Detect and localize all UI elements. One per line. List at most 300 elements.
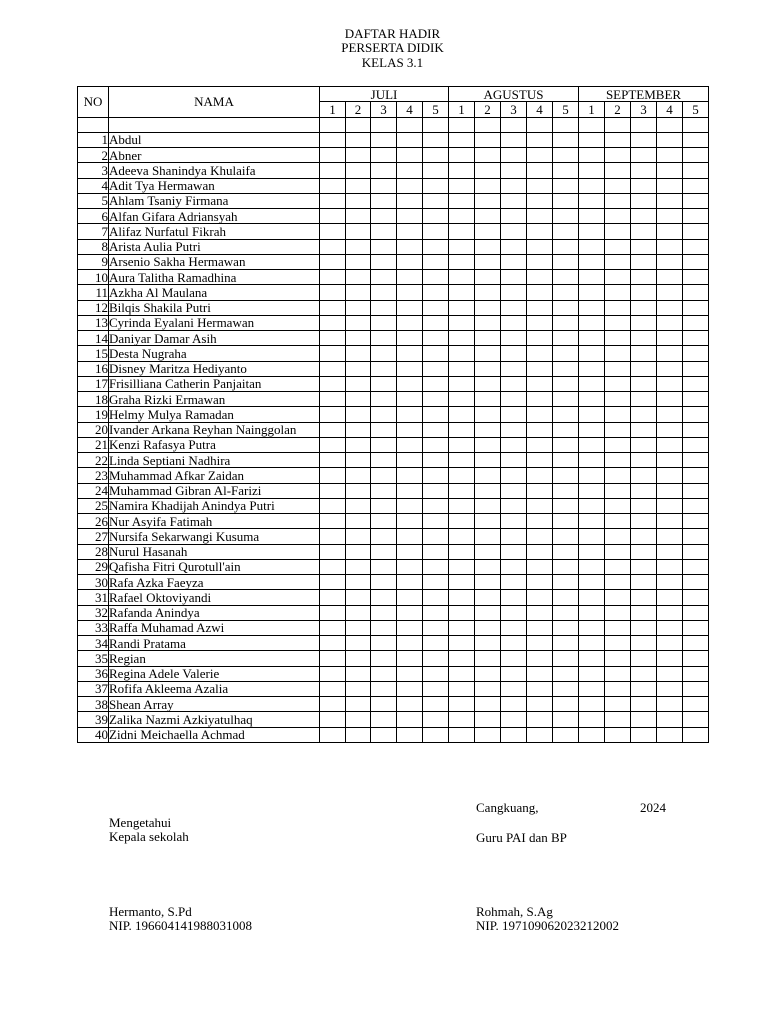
student-number: 20 xyxy=(78,422,109,437)
attendance-cell xyxy=(527,209,553,224)
attendance-cell xyxy=(475,315,501,330)
attendance-cell xyxy=(527,254,553,269)
attendance-cell xyxy=(371,697,397,712)
attendance-cell xyxy=(579,132,605,147)
attendance-cell xyxy=(346,148,371,163)
attendance-cell xyxy=(501,575,527,590)
student-name: Graha Rizki Ermawan xyxy=(109,392,320,407)
attendance-cell xyxy=(475,697,501,712)
attendance-cell xyxy=(449,544,475,559)
student-name: Ivander Arkana Reyhan Nainggolan xyxy=(109,422,320,437)
attendance-cell xyxy=(553,315,579,330)
student-number: 40 xyxy=(78,727,109,742)
student-number: 33 xyxy=(78,620,109,635)
table-row xyxy=(78,209,709,224)
student-number: 36 xyxy=(78,666,109,681)
attendance-cell xyxy=(423,483,449,498)
attendance-cell xyxy=(449,178,475,193)
signing-year: 2024 xyxy=(640,800,666,815)
document-subtitle: PERSERTA DIDIK xyxy=(341,40,444,55)
attendance-cell xyxy=(553,636,579,651)
attendance-cell xyxy=(320,514,346,529)
student-number: 16 xyxy=(78,361,109,376)
table-row xyxy=(78,239,709,254)
student-name: Arista Aulia Putri xyxy=(109,239,320,254)
attendance-cell xyxy=(579,666,605,681)
attendance-cell xyxy=(501,620,527,635)
attendance-cell xyxy=(423,361,449,376)
attendance-cell xyxy=(501,514,527,529)
teacher-nip: NIP. 197109062023212002 xyxy=(476,918,620,933)
attendance-cell xyxy=(423,148,449,163)
attendance-cell xyxy=(657,193,683,208)
attendance-cell xyxy=(320,239,346,254)
attendance-cell xyxy=(553,498,579,513)
attendance-cell xyxy=(501,132,527,147)
table-row xyxy=(78,620,709,635)
blank-cell xyxy=(631,117,657,132)
attendance-cell xyxy=(346,300,371,315)
attendance-cell xyxy=(683,712,709,727)
attendance-cell xyxy=(605,224,631,239)
attendance-cell xyxy=(475,376,501,391)
week-header: 3 xyxy=(631,102,657,117)
attendance-cell xyxy=(657,163,683,178)
column-header-name: NAMA xyxy=(109,87,320,118)
attendance-cell xyxy=(320,392,346,407)
attendance-cell xyxy=(657,498,683,513)
attendance-cell xyxy=(449,254,475,269)
attendance-cell xyxy=(605,148,631,163)
attendance-cell xyxy=(683,407,709,422)
blank-cell xyxy=(657,117,683,132)
attendance-cell xyxy=(346,224,371,239)
attendance-cell xyxy=(320,163,346,178)
attendance-cell xyxy=(423,712,449,727)
attendance-cell xyxy=(449,209,475,224)
student-number: 30 xyxy=(78,575,109,590)
attendance-cell xyxy=(397,514,423,529)
attendance-cell xyxy=(449,361,475,376)
attendance-cell xyxy=(475,209,501,224)
student-name: Linda Septiani Nadhira xyxy=(109,453,320,468)
attendance-cell xyxy=(371,544,397,559)
attendance-cell xyxy=(449,392,475,407)
attendance-cell xyxy=(605,239,631,254)
attendance-cell xyxy=(501,727,527,742)
attendance-cell xyxy=(579,651,605,666)
student-name: Rafael Oktoviyandi xyxy=(109,590,320,605)
attendance-cell xyxy=(371,453,397,468)
table-row xyxy=(78,254,709,269)
attendance-cell xyxy=(320,209,346,224)
attendance-cell xyxy=(320,498,346,513)
attendance-cell xyxy=(605,575,631,590)
attendance-cell xyxy=(527,681,553,696)
attendance-cell xyxy=(397,361,423,376)
attendance-cell xyxy=(371,148,397,163)
table-row xyxy=(78,636,709,651)
attendance-cell xyxy=(397,285,423,300)
attendance-cell xyxy=(320,376,346,391)
student-number: 22 xyxy=(78,453,109,468)
attendance-cell xyxy=(501,209,527,224)
student-name: Nurul Hasanah xyxy=(109,544,320,559)
attendance-cell xyxy=(449,224,475,239)
attendance-cell xyxy=(397,392,423,407)
attendance-cell xyxy=(320,681,346,696)
attendance-cell xyxy=(397,575,423,590)
attendance-cell xyxy=(397,163,423,178)
attendance-cell xyxy=(371,605,397,620)
table-row xyxy=(78,727,709,742)
blank-cell xyxy=(320,117,346,132)
attendance-cell xyxy=(397,483,423,498)
week-header: 2 xyxy=(475,102,501,117)
attendance-cell xyxy=(553,331,579,346)
table-row xyxy=(78,514,709,529)
week-header: 2 xyxy=(605,102,631,117)
attendance-cell xyxy=(683,437,709,452)
attendance-cell xyxy=(579,315,605,330)
attendance-cell xyxy=(631,163,657,178)
attendance-cell xyxy=(553,361,579,376)
month-header: JULI xyxy=(320,87,449,102)
attendance-cell xyxy=(371,422,397,437)
student-name: Alifaz Nurfatul Fikrah xyxy=(109,224,320,239)
attendance-cell xyxy=(423,697,449,712)
attendance-cell xyxy=(657,422,683,437)
attendance-cell xyxy=(527,300,553,315)
attendance-cell xyxy=(423,315,449,330)
attendance-cell xyxy=(423,590,449,605)
attendance-cell xyxy=(553,285,579,300)
student-name: Abner xyxy=(109,148,320,163)
attendance-cell xyxy=(449,437,475,452)
attendance-cell xyxy=(553,468,579,483)
attendance-cell xyxy=(423,605,449,620)
attendance-cell xyxy=(553,727,579,742)
student-number: 17 xyxy=(78,376,109,391)
attendance-cell xyxy=(527,407,553,422)
attendance-cell xyxy=(501,453,527,468)
attendance-cell xyxy=(423,498,449,513)
attendance-cell xyxy=(527,529,553,544)
attendance-cell xyxy=(527,148,553,163)
attendance-cell xyxy=(475,224,501,239)
attendance-cell xyxy=(657,270,683,285)
attendance-cell xyxy=(631,437,657,452)
attendance-cell xyxy=(423,681,449,696)
attendance-cell xyxy=(320,529,346,544)
attendance-cell xyxy=(475,132,501,147)
attendance-cell xyxy=(631,453,657,468)
attendance-cell xyxy=(631,148,657,163)
attendance-cell xyxy=(527,544,553,559)
attendance-cell xyxy=(657,437,683,452)
attendance-cell xyxy=(371,681,397,696)
attendance-cell xyxy=(553,590,579,605)
attendance-cell xyxy=(579,544,605,559)
attendance-cell xyxy=(631,331,657,346)
attendance-cell xyxy=(657,224,683,239)
attendance-cell xyxy=(449,483,475,498)
week-header: 2 xyxy=(346,102,371,117)
attendance-cell xyxy=(605,559,631,574)
student-name: Rofifa Akleema Azalia xyxy=(109,681,320,696)
attendance-cell xyxy=(501,254,527,269)
attendance-cell xyxy=(631,376,657,391)
principal-nip: NIP. 196604141988031008 xyxy=(109,918,253,933)
attendance-cell xyxy=(501,559,527,574)
table-row xyxy=(78,529,709,544)
attendance-cell xyxy=(320,575,346,590)
attendance-cell xyxy=(449,163,475,178)
attendance-cell xyxy=(579,407,605,422)
attendance-cell xyxy=(371,590,397,605)
attendance-cell xyxy=(423,178,449,193)
attendance-cell xyxy=(605,285,631,300)
attendance-cell xyxy=(631,422,657,437)
attendance-cell xyxy=(527,651,553,666)
attendance-cell xyxy=(605,437,631,452)
attendance-cell xyxy=(449,453,475,468)
attendance-cell xyxy=(683,331,709,346)
attendance-cell xyxy=(346,590,371,605)
student-number: 10 xyxy=(78,270,109,285)
attendance-cell xyxy=(475,636,501,651)
week-header: 4 xyxy=(527,102,553,117)
attendance-cell xyxy=(423,285,449,300)
attendance-cell xyxy=(423,346,449,361)
table-row xyxy=(78,331,709,346)
attendance-cell xyxy=(423,453,449,468)
attendance-cell xyxy=(346,270,371,285)
attendance-cell xyxy=(501,285,527,300)
attendance-cell xyxy=(475,148,501,163)
attendance-cell xyxy=(320,605,346,620)
attendance-cell xyxy=(683,697,709,712)
student-number: 2 xyxy=(78,148,109,163)
attendance-cell xyxy=(423,300,449,315)
attendance-cell xyxy=(657,620,683,635)
student-name: Qafisha Fitri Qurotull'ain xyxy=(109,559,320,574)
principal-name: Hermanto, S.Pd xyxy=(109,904,192,919)
attendance-cell xyxy=(579,605,605,620)
student-number: 27 xyxy=(78,529,109,544)
student-number: 1 xyxy=(78,132,109,147)
attendance-cell xyxy=(371,437,397,452)
attendance-cell xyxy=(320,132,346,147)
attendance-cell xyxy=(657,300,683,315)
attendance-cell xyxy=(423,666,449,681)
attendance-cell xyxy=(605,712,631,727)
attendance-cell xyxy=(371,514,397,529)
student-name: Desta Nugraha xyxy=(109,346,320,361)
week-header: 4 xyxy=(397,102,423,117)
attendance-cell xyxy=(553,437,579,452)
attendance-cell xyxy=(449,376,475,391)
attendance-cell xyxy=(553,575,579,590)
attendance-cell xyxy=(553,346,579,361)
attendance-cell xyxy=(579,498,605,513)
attendance-cell xyxy=(371,666,397,681)
attendance-cell xyxy=(397,132,423,147)
attendance-cell xyxy=(346,529,371,544)
attendance-cell xyxy=(631,346,657,361)
attendance-cell xyxy=(397,209,423,224)
attendance-cell xyxy=(579,483,605,498)
table-row xyxy=(78,681,709,696)
attendance-cell xyxy=(631,132,657,147)
attendance-cell xyxy=(475,514,501,529)
attendance-cell xyxy=(423,575,449,590)
student-name: Zalika Nazmi Azkiyatulhaq xyxy=(109,712,320,727)
attendance-cell xyxy=(657,666,683,681)
student-name: Nursifa Sekarwangi Kusuma xyxy=(109,529,320,544)
attendance-cell xyxy=(631,651,657,666)
attendance-cell xyxy=(475,407,501,422)
attendance-cell xyxy=(631,361,657,376)
student-number: 14 xyxy=(78,331,109,346)
principal-title: Kepala sekolah xyxy=(109,829,189,844)
attendance-cell xyxy=(683,483,709,498)
attendance-cell xyxy=(683,178,709,193)
attendance-cell xyxy=(371,712,397,727)
student-name: Daniyar Damar Asih xyxy=(109,331,320,346)
attendance-cell xyxy=(657,651,683,666)
student-name: Abdul xyxy=(109,132,320,147)
attendance-cell xyxy=(553,620,579,635)
attendance-cell xyxy=(371,468,397,483)
attendance-cell xyxy=(475,712,501,727)
attendance-cell xyxy=(397,712,423,727)
attendance-cell xyxy=(501,590,527,605)
attendance-cell xyxy=(423,163,449,178)
attendance-cell xyxy=(449,727,475,742)
attendance-cell xyxy=(657,361,683,376)
attendance-cell xyxy=(657,468,683,483)
attendance-cell xyxy=(397,605,423,620)
blank-cell xyxy=(346,117,371,132)
attendance-cell xyxy=(631,544,657,559)
attendance-cell xyxy=(527,392,553,407)
week-header: 3 xyxy=(371,102,397,117)
attendance-cell xyxy=(423,254,449,269)
attendance-cell xyxy=(605,483,631,498)
attendance-cell xyxy=(579,239,605,254)
attendance-cell xyxy=(605,514,631,529)
attendance-cell xyxy=(346,361,371,376)
attendance-cell xyxy=(371,224,397,239)
attendance-cell xyxy=(371,315,397,330)
attendance-cell xyxy=(449,285,475,300)
attendance-cell xyxy=(320,651,346,666)
attendance-cell xyxy=(657,407,683,422)
attendance-cell xyxy=(397,559,423,574)
attendance-cell xyxy=(605,666,631,681)
attendance-cell xyxy=(527,239,553,254)
attendance-cell xyxy=(346,376,371,391)
attendance-cell xyxy=(683,590,709,605)
student-number: 9 xyxy=(78,254,109,269)
attendance-cell xyxy=(553,270,579,285)
attendance-cell xyxy=(397,407,423,422)
attendance-cell xyxy=(449,422,475,437)
attendance-cell xyxy=(475,666,501,681)
attendance-cell xyxy=(320,468,346,483)
attendance-cell xyxy=(397,590,423,605)
attendance-cell xyxy=(397,453,423,468)
blank-cell xyxy=(423,117,449,132)
attendance-cell xyxy=(527,666,553,681)
attendance-cell xyxy=(346,346,371,361)
attendance-cell xyxy=(501,376,527,391)
attendance-cell xyxy=(423,636,449,651)
attendance-cell xyxy=(631,514,657,529)
attendance-cell xyxy=(631,559,657,574)
attendance-cell xyxy=(346,575,371,590)
attendance-cell xyxy=(501,544,527,559)
attendance-cell xyxy=(683,193,709,208)
blank-cell xyxy=(449,117,475,132)
attendance-cell xyxy=(320,590,346,605)
attendance-cell xyxy=(371,254,397,269)
attendance-cell xyxy=(605,697,631,712)
attendance-cell xyxy=(527,575,553,590)
attendance-cell xyxy=(475,727,501,742)
attendance-cell xyxy=(553,148,579,163)
table-row xyxy=(78,285,709,300)
attendance-cell xyxy=(346,315,371,330)
attendance-cell xyxy=(320,346,346,361)
attendance-cell xyxy=(683,620,709,635)
attendance-cell xyxy=(579,697,605,712)
week-header: 5 xyxy=(683,102,709,117)
attendance-cell xyxy=(657,132,683,147)
attendance-cell xyxy=(605,422,631,437)
table-row xyxy=(78,132,709,147)
student-name: Azkha Al Maulana xyxy=(109,285,320,300)
attendance-cell xyxy=(320,544,346,559)
attendance-cell xyxy=(527,315,553,330)
attendance-cell xyxy=(579,468,605,483)
attendance-cell xyxy=(423,270,449,285)
attendance-cell xyxy=(527,727,553,742)
attendance-cell xyxy=(371,300,397,315)
attendance-cell xyxy=(683,544,709,559)
attendance-cell xyxy=(346,605,371,620)
attendance-cell xyxy=(527,514,553,529)
student-number: 18 xyxy=(78,392,109,407)
attendance-cell xyxy=(449,590,475,605)
student-name: Muhammad Gibran Al-Farizi xyxy=(109,483,320,498)
attendance-cell xyxy=(397,666,423,681)
student-number: 5 xyxy=(78,193,109,208)
attendance-cell xyxy=(449,148,475,163)
attendance-cell xyxy=(605,681,631,696)
student-number: 29 xyxy=(78,559,109,574)
student-name: Nur Asyifa Fatimah xyxy=(109,514,320,529)
attendance-cell xyxy=(346,468,371,483)
table-row xyxy=(78,437,709,452)
attendance-cell xyxy=(683,254,709,269)
attendance-cell xyxy=(449,666,475,681)
attendance-cell xyxy=(397,193,423,208)
attendance-cell xyxy=(631,407,657,422)
attendance-cell xyxy=(631,468,657,483)
table-row xyxy=(78,224,709,239)
